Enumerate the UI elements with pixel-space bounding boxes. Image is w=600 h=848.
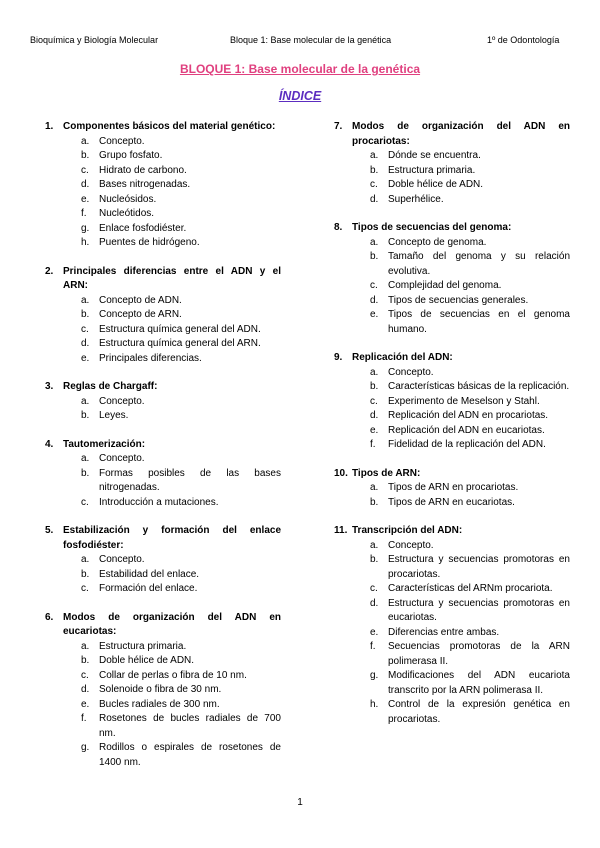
item-text: Control de la expresión genética en procariotas. bbox=[388, 699, 570, 725]
index-item bbox=[352, 250, 570, 279]
index-item bbox=[63, 496, 281, 511]
index-section bbox=[334, 221, 570, 337]
item-text: Secuencias promotoras de la ARN polimerasa II. bbox=[388, 641, 570, 667]
section-number: 9. bbox=[334, 352, 343, 363]
index-item bbox=[63, 149, 281, 164]
index-section bbox=[45, 524, 281, 597]
index-item bbox=[352, 193, 570, 208]
section-title: Replicación del ADN: bbox=[352, 352, 453, 363]
item-letter: h. bbox=[81, 237, 90, 248]
item-letter: d. bbox=[370, 294, 379, 306]
item-text: Experimento de Meselson y Stahl. bbox=[388, 395, 540, 407]
section-items bbox=[63, 553, 281, 597]
index-item bbox=[63, 207, 281, 222]
index-item bbox=[352, 366, 570, 381]
index-section bbox=[45, 438, 281, 511]
item-letter: e. bbox=[370, 424, 379, 436]
item-letter: a. bbox=[81, 640, 90, 652]
item-text: Nucleótidos. bbox=[99, 208, 155, 219]
index-heading: ÍNDICE bbox=[278, 89, 322, 103]
section-items bbox=[352, 366, 570, 453]
item-letter: a. bbox=[370, 366, 379, 378]
index-item bbox=[63, 452, 281, 467]
section-number: 10. bbox=[334, 467, 348, 479]
item-letter: c. bbox=[81, 164, 89, 176]
item-letter: a. bbox=[370, 236, 379, 248]
item-letter: b. bbox=[370, 251, 379, 262]
item-text: Nucleósidos. bbox=[99, 193, 157, 205]
index-section bbox=[45, 611, 281, 771]
item-text: Replicación del ADN en eucariotas. bbox=[388, 424, 545, 436]
index-item bbox=[352, 409, 570, 424]
item-letter: f. bbox=[81, 713, 87, 724]
item-text: Estabilidad del enlace. bbox=[99, 568, 200, 580]
index-section bbox=[45, 380, 281, 424]
section-number: 6. bbox=[45, 611, 54, 623]
index-item bbox=[352, 640, 570, 669]
item-text: Introducción a mutaciones. bbox=[99, 496, 219, 508]
index-item bbox=[63, 294, 281, 309]
item-text: Rodillos o espirales de rosetones de 1400 nm. bbox=[99, 742, 281, 768]
item-text: Rosetones de bucles radiales de 700 nm. bbox=[99, 713, 281, 739]
item-letter: e. bbox=[81, 352, 90, 364]
item-text: Concepto. bbox=[99, 554, 145, 565]
index-item bbox=[352, 698, 570, 727]
index-item bbox=[63, 409, 281, 424]
section-items bbox=[352, 149, 570, 207]
item-text: Concepto de ARN. bbox=[99, 309, 182, 320]
section-title: Principales diferencias entre el ADN y el ARN: bbox=[63, 265, 281, 291]
item-letter: b. bbox=[370, 381, 379, 392]
item-letter: e. bbox=[81, 193, 90, 205]
index-section bbox=[45, 265, 281, 367]
item-letter: b. bbox=[81, 655, 90, 666]
header-center: Bloque 1: Base molecular de la genética bbox=[230, 35, 392, 45]
item-text: Bucles radiales de 300 nm. bbox=[99, 698, 220, 710]
item-text: Leyes. bbox=[99, 410, 129, 421]
item-text: Características del ARNm procariota. bbox=[388, 583, 553, 594]
item-text: Concepto de ADN. bbox=[99, 294, 182, 306]
section-items bbox=[352, 236, 570, 338]
item-letter: b. bbox=[370, 496, 379, 508]
index-item bbox=[63, 698, 281, 713]
index-item bbox=[63, 712, 281, 741]
item-text: Formas posibles de las bases nitrogenadas. bbox=[99, 467, 281, 493]
item-text: Estructura química general del ADN. bbox=[99, 323, 261, 335]
item-text: Collar de perlas o fibra de 10 nm. bbox=[99, 669, 247, 681]
index-item bbox=[63, 178, 281, 193]
item-text: Fidelidad de la replicación del ADN. bbox=[388, 439, 546, 450]
index-item bbox=[63, 669, 281, 684]
index-item bbox=[352, 481, 570, 496]
item-letter: a. bbox=[81, 294, 90, 306]
item-text: Concepto de genoma. bbox=[388, 236, 487, 248]
item-text: Formación del enlace. bbox=[99, 583, 198, 594]
page-title: BLOQUE 1: Base molecular de la genética bbox=[179, 62, 421, 76]
item-letter: c. bbox=[81, 323, 89, 335]
section-number: 2. bbox=[45, 265, 54, 277]
item-letter: a. bbox=[81, 554, 90, 565]
item-letter: h. bbox=[370, 699, 379, 710]
section-title: Tipos de ARN: bbox=[352, 467, 421, 479]
item-letter: b. bbox=[81, 410, 90, 421]
item-text: Principales diferencias. bbox=[99, 352, 202, 364]
index-item bbox=[63, 553, 281, 568]
index-item bbox=[63, 193, 281, 208]
item-letter: c. bbox=[81, 583, 89, 594]
item-letter: f. bbox=[81, 208, 87, 219]
item-letter: g. bbox=[81, 742, 90, 753]
index-section bbox=[334, 524, 570, 727]
item-text: Tipos de secuencias generales. bbox=[388, 294, 529, 306]
index-item bbox=[352, 496, 570, 511]
index-item bbox=[63, 654, 281, 669]
index-item bbox=[352, 438, 570, 453]
item-letter: a. bbox=[370, 539, 379, 551]
section-number: 11. bbox=[334, 525, 348, 536]
section-number: 4. bbox=[45, 438, 54, 450]
item-text: Estructura primaria. bbox=[388, 164, 476, 176]
section-items bbox=[352, 481, 570, 510]
item-letter: b. bbox=[370, 554, 379, 565]
item-letter: d. bbox=[370, 597, 379, 609]
header-right: 1º de Odontología bbox=[487, 35, 560, 45]
index-item bbox=[63, 582, 281, 597]
index-item bbox=[352, 582, 570, 597]
section-number: 3. bbox=[45, 381, 54, 392]
section-items bbox=[63, 640, 281, 771]
index-item bbox=[352, 294, 570, 309]
item-text: Complejidad del genoma. bbox=[388, 280, 502, 291]
index-item bbox=[352, 626, 570, 641]
index-item bbox=[63, 135, 281, 150]
item-letter: b. bbox=[81, 150, 90, 161]
item-text: Concepto. bbox=[99, 453, 145, 464]
item-letter: c. bbox=[370, 583, 378, 594]
index-item bbox=[63, 236, 281, 251]
section-title: Componentes básicos del material genético: bbox=[63, 121, 276, 132]
section-items bbox=[63, 135, 281, 251]
header-left: Bioquímica y Biología Molecular bbox=[30, 35, 159, 45]
item-letter: b. bbox=[370, 164, 379, 176]
item-letter: c. bbox=[370, 395, 378, 407]
item-text: Diferencias entre ambas. bbox=[388, 626, 500, 638]
section-title: Transcripción del ADN: bbox=[352, 525, 463, 536]
item-text: Hidrato de carbono. bbox=[99, 164, 187, 176]
index-item bbox=[352, 597, 570, 626]
section-items bbox=[63, 452, 281, 510]
item-text: Grupo fosfato. bbox=[99, 150, 163, 161]
index-section bbox=[334, 351, 570, 453]
item-letter: b. bbox=[81, 467, 90, 479]
item-text: Concepto. bbox=[99, 395, 145, 407]
index-item bbox=[63, 323, 281, 338]
index-section bbox=[334, 120, 570, 207]
section-number: 7. bbox=[334, 121, 343, 132]
page-number: 1 bbox=[297, 797, 303, 808]
index-item bbox=[63, 337, 281, 352]
item-letter: a. bbox=[81, 135, 90, 147]
index-item bbox=[63, 308, 281, 323]
item-text: Estructura y secuencias promotoras en procariotas. bbox=[388, 554, 570, 580]
item-letter: a. bbox=[370, 482, 379, 493]
index-item bbox=[352, 669, 570, 698]
item-letter: d. bbox=[81, 179, 90, 190]
item-letter: f. bbox=[370, 439, 376, 450]
index-item bbox=[63, 741, 281, 770]
item-letter: a. bbox=[81, 395, 90, 407]
index-item bbox=[63, 568, 281, 583]
item-text: Modificaciones del ADN eucariota transcrito por la ARN polimerasa II. bbox=[388, 670, 570, 696]
index-section bbox=[334, 467, 570, 511]
index-item bbox=[352, 395, 570, 410]
index-section bbox=[45, 120, 281, 251]
item-letter: c. bbox=[81, 496, 89, 508]
item-text: Replicación del ADN en procariotas. bbox=[388, 410, 549, 421]
item-letter: d. bbox=[370, 193, 379, 205]
index-item bbox=[352, 539, 570, 554]
index-column-left bbox=[45, 120, 281, 770]
item-text: Tipos de secuencias en el genoma humano. bbox=[388, 309, 570, 335]
item-letter: d. bbox=[370, 410, 379, 421]
item-text: Concepto. bbox=[388, 539, 434, 551]
index-item bbox=[63, 683, 281, 698]
item-letter: c. bbox=[370, 179, 378, 190]
item-text: Bases nitrogenadas. bbox=[99, 179, 191, 190]
item-letter: b. bbox=[81, 309, 90, 320]
item-text: Estructura y secuencias promotoras en eucariotas. bbox=[388, 597, 570, 623]
section-number: 8. bbox=[334, 222, 343, 233]
index-column-right bbox=[334, 120, 570, 727]
section-items bbox=[352, 539, 570, 728]
item-text: Doble hélice de ADN. bbox=[99, 655, 195, 666]
index-item bbox=[352, 164, 570, 179]
item-text: Estructura química general del ARN. bbox=[99, 338, 261, 349]
item-text: Dónde se encuentra. bbox=[388, 150, 481, 161]
section-title: Tautomerización: bbox=[63, 438, 146, 450]
item-letter: e. bbox=[370, 626, 379, 638]
item-letter: b. bbox=[81, 568, 90, 580]
item-text: Características básicas de la replicación. bbox=[388, 381, 570, 392]
index-item bbox=[352, 236, 570, 251]
index-item bbox=[352, 178, 570, 193]
index-item bbox=[63, 222, 281, 237]
section-title: Reglas de Chargaff: bbox=[63, 381, 158, 392]
index-item bbox=[352, 308, 570, 337]
index-item bbox=[352, 149, 570, 164]
item-letter: e. bbox=[370, 309, 379, 320]
item-text: Estructura primaria. bbox=[99, 640, 187, 652]
section-items bbox=[63, 395, 281, 424]
section-title: Tipos de secuencias del genoma: bbox=[352, 222, 512, 233]
section-title: Estabilización y formación del enlace fosfodiéster: bbox=[63, 525, 281, 551]
item-letter: f. bbox=[370, 641, 376, 652]
section-number: 5. bbox=[45, 525, 54, 536]
index-item bbox=[352, 424, 570, 439]
item-letter: e. bbox=[81, 698, 90, 710]
section-items bbox=[63, 294, 281, 367]
section-number: 1. bbox=[45, 121, 54, 132]
item-letter: c. bbox=[81, 669, 89, 681]
item-letter: c. bbox=[370, 280, 378, 291]
section-title: Modos de organización del ADN en eucariotas: bbox=[63, 611, 281, 637]
item-text: Superhélice. bbox=[388, 193, 444, 205]
item-text: Concepto. bbox=[388, 366, 434, 378]
item-text: Puentes de hidrógeno. bbox=[99, 237, 200, 248]
item-text: Enlace fosfodiéster. bbox=[99, 222, 187, 234]
item-letter: a. bbox=[81, 453, 90, 464]
item-text: Doble hélice de ADN. bbox=[388, 179, 484, 190]
index-item bbox=[63, 164, 281, 179]
item-letter: d. bbox=[81, 684, 90, 695]
item-text: Tipos de ARN en eucariotas. bbox=[388, 496, 515, 508]
section-title: Modos de organización del ADN en procariotas: bbox=[352, 121, 570, 147]
item-text: Concepto. bbox=[99, 135, 145, 147]
index-item bbox=[63, 467, 281, 496]
item-text: Tamaño del genoma y su relación evolutiva. bbox=[388, 251, 570, 277]
index-item bbox=[352, 553, 570, 582]
item-text: Solenoide o fibra de 30 nm. bbox=[99, 684, 222, 695]
index-item bbox=[352, 380, 570, 395]
item-text: Tipos de ARN en procariotas. bbox=[388, 482, 519, 493]
item-letter: d. bbox=[81, 338, 90, 349]
index-item bbox=[63, 352, 281, 367]
index-item bbox=[63, 395, 281, 410]
index-item bbox=[63, 640, 281, 655]
item-letter: a. bbox=[370, 150, 379, 161]
index-item bbox=[352, 279, 570, 294]
item-letter: g. bbox=[81, 222, 90, 234]
item-letter: g. bbox=[370, 670, 379, 681]
